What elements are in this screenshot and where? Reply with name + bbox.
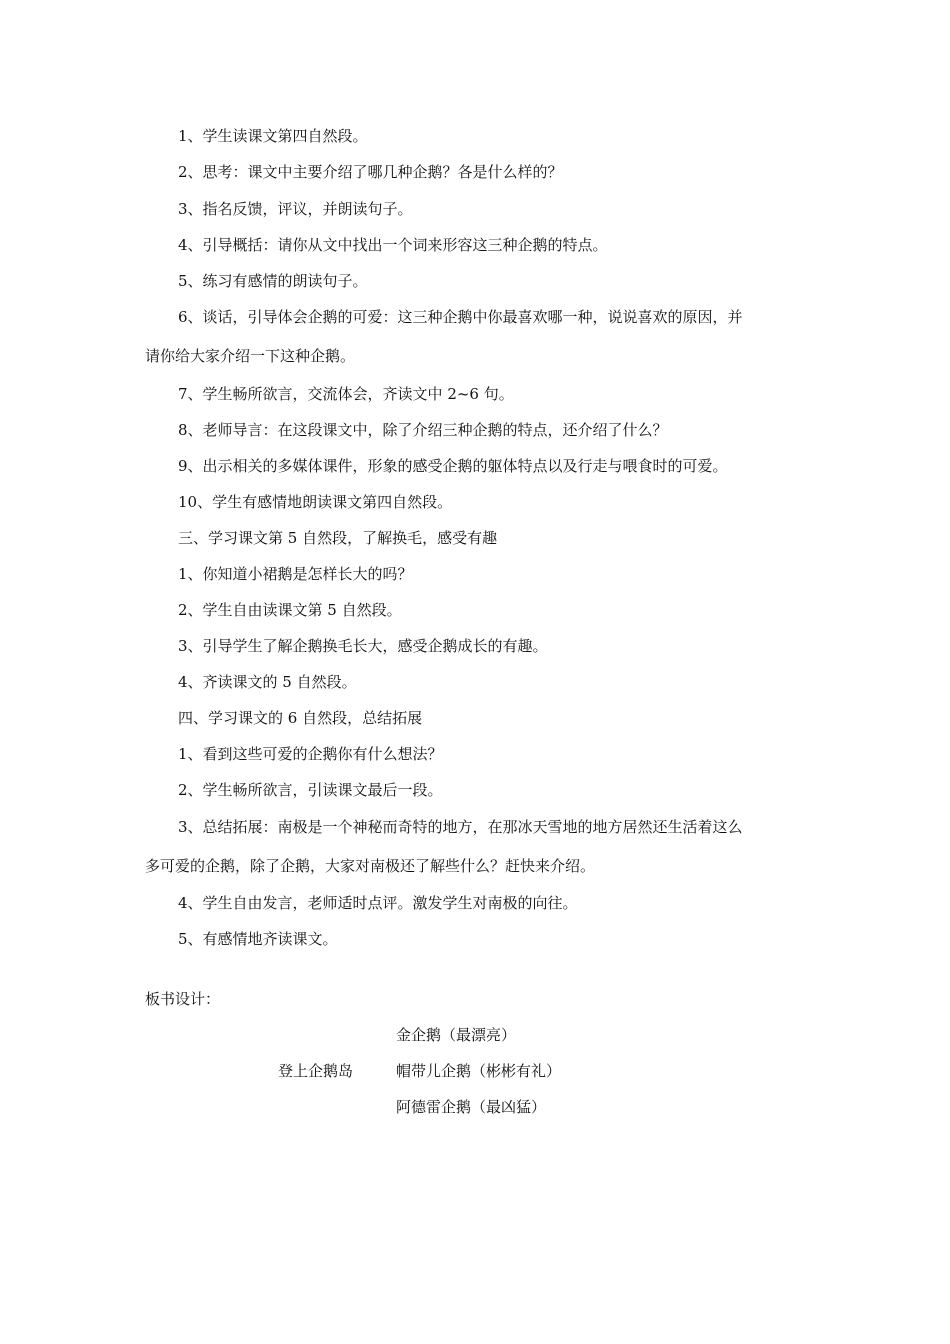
text-line: 4、引导概括：请你从文中找出一个词来形容这三种企鹅的特点。 — [178, 236, 608, 254]
board-item: 帽带儿企鹅（彬彬有礼） — [396, 1062, 562, 1080]
text-line: 8、老师导言：在这段课文中，除了介绍三种企鹅的特点，还介绍了什么？ — [178, 421, 668, 439]
text-line: 2、学生畅所欲言，引读课文最后一段。 — [178, 781, 443, 799]
text-line: 1、你知道小裙鹅是怎样长大的吗？ — [178, 565, 413, 583]
section-heading: 三、学习课文第 5 自然段，了解换毛，感受有趣 — [178, 529, 498, 547]
board-title: 登上企鹅岛 — [278, 1062, 354, 1080]
text-line: 10、学生有感情地朗读课文第四自然段。 — [178, 493, 453, 511]
text-line: 2、学生自由读课文第 5 自然段。 — [178, 601, 402, 619]
text-line: 3、指名反馈，评议，并朗读句子。 — [178, 200, 413, 218]
board-item: 阿德雷企鹅（最凶猛） — [396, 1098, 547, 1116]
text-line: 2、思考：课文中主要介绍了哪几种企鹅？各是什么样的？ — [178, 163, 563, 181]
text-line: 4、齐读课文的 5 自然段。 — [178, 673, 357, 691]
text-line: 3、引导学生了解企鹅换毛长大，感受企鹅成长的有趣。 — [178, 637, 548, 655]
text-line: 5、练习有感情的朗读句子。 — [178, 272, 368, 290]
text-line: 3、总结拓展：南极是一个神秘而奇特的地方，在那冰天雪地的地方居然还生活着这么 — [178, 818, 743, 836]
text-line: 1、看到这些可爱的企鹅你有什么想法？ — [178, 745, 443, 763]
text-line: 7、学生畅所欲言，交流体会，齐读文中 2~6 句。 — [178, 385, 514, 403]
text-line: 5、有感情地齐读课文。 — [178, 930, 338, 948]
text-line: 多可爱的企鹅，除了企鹅，大家对南极还了解些什么？赶快来介绍。 — [145, 857, 596, 875]
text-line: 9、出示相关的多媒体课件，形象的感受企鹅的躯体特点以及行走与喂食时的可爱。 — [178, 457, 728, 475]
section-heading: 四、学习课文的 6 自然段，总结拓展 — [178, 709, 423, 727]
text-line: 6、谈话，引导体会企鹅的可爱：这三种企鹅中你最喜欢哪一种，说说喜欢的原因，并 — [178, 308, 743, 326]
text-line: 请你给大家介绍一下这种企鹅。 — [145, 347, 356, 365]
board-heading: 板书设计： — [145, 990, 221, 1008]
text-line: 4、学生自由发言，老师适时点评。激发学生对南极的向往。 — [178, 894, 578, 912]
text-line: 1、学生读课文第四自然段。 — [178, 127, 368, 145]
board-item: 金企鹅（最漂亮） — [396, 1026, 517, 1044]
